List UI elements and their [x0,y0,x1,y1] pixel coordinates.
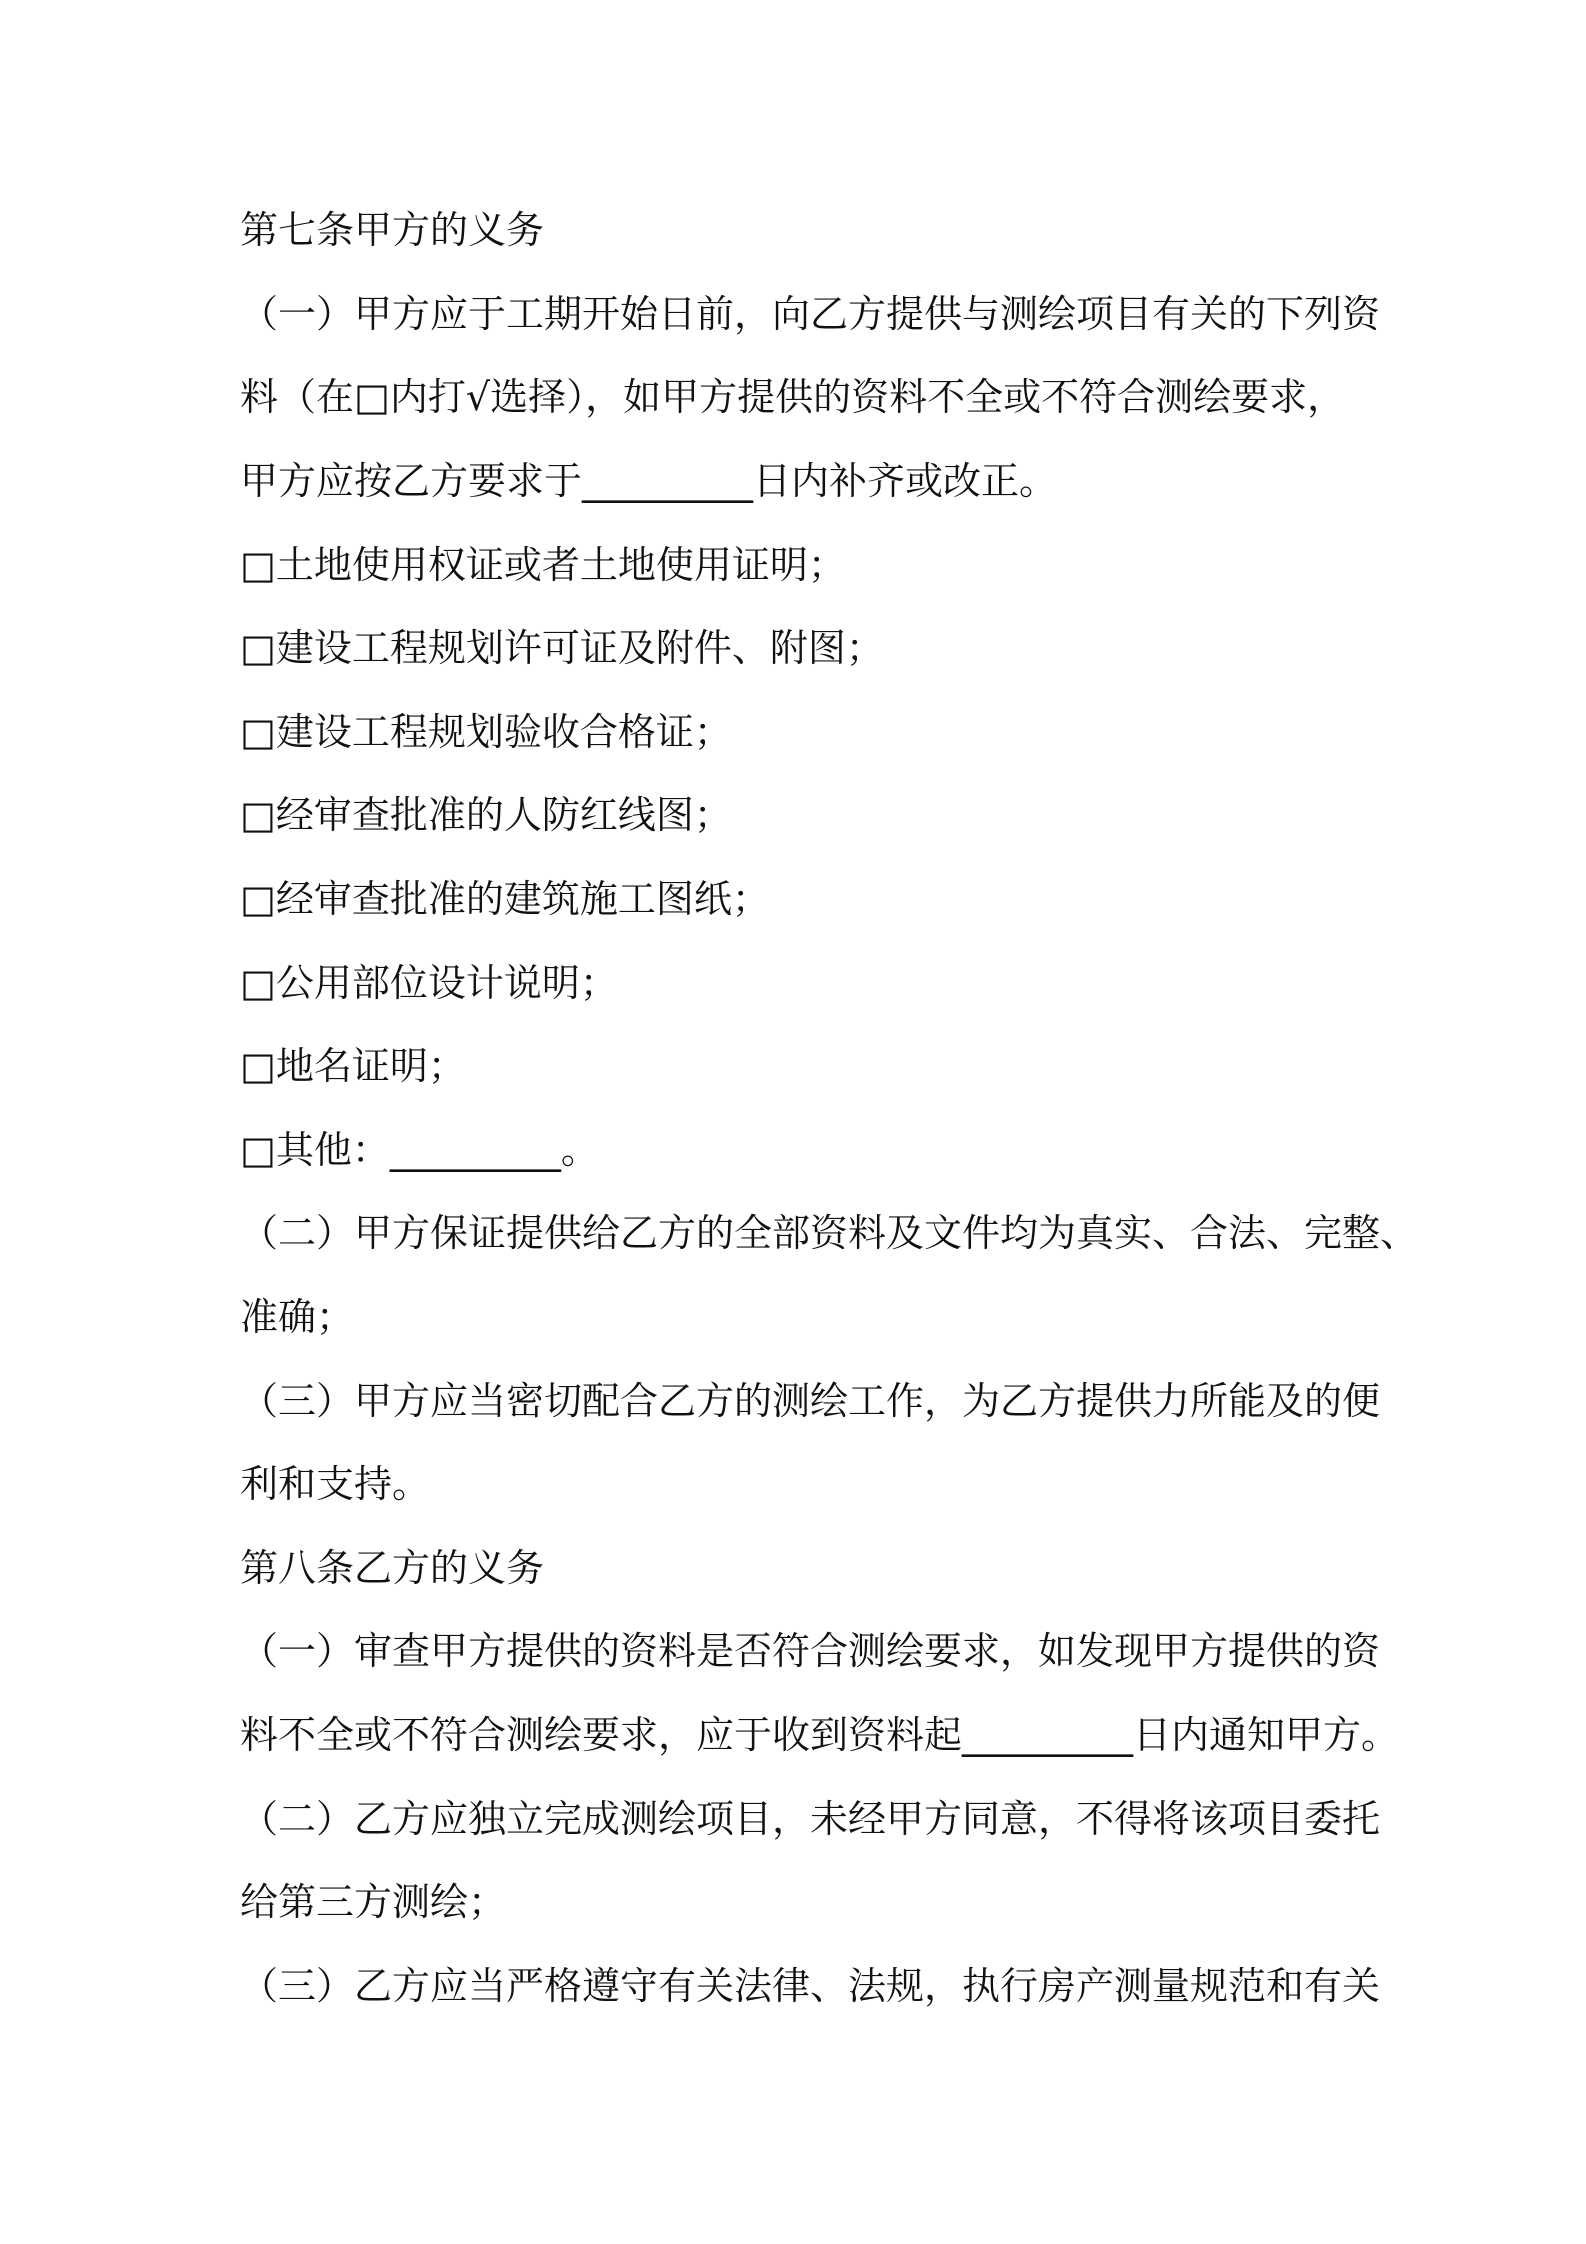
article-7-item-2-line-2: 准确； [240,1295,355,1339]
checklist-planning-acceptance: □建设工程规划验收合格证； [240,710,732,754]
article-7-item-3-line-1: （三）甲方应当密切配合乙方的测绘工作，为乙方提供力所能及的便 [240,1379,1381,1423]
checklist-place-name-certificate: □地名证明； [240,1044,466,1088]
article-7-item-3-line-2: 利和支持。 [240,1462,431,1506]
article-8-item-2-line-1: （二）乙方应独立完成测绘项目，未经甲方同意，不得将该项目委托 [240,1797,1381,1841]
checklist-other: □其他：_________。 [240,1128,599,1172]
article-7-item-1-line-2: 料（在□内打√选择），如甲方提供的资料不全或不符合测绘要求， [240,375,1346,419]
article-7-item-2-line-1: （二）甲方保证提供给乙方的全部资料及文件均为真实、合法、完整、 [240,1211,1419,1255]
checklist-public-area-description: □公用部位设计说明； [240,961,618,1005]
checklist-land-use-certificate: □土地使用权证或者土地使用证明； [240,543,846,587]
checklist-construction-drawings: □经审查批准的建筑施工图纸； [240,877,770,921]
article-8-item-1-line-2: 料不全或不符合测绘要求，应于收到资料起_________日内通知甲方。 [240,1713,1400,1757]
article-8-item-3-line-1: （三）乙方应当严格遵守有关法律、法规，执行房产测量规范和有关 [240,1964,1381,2008]
article-7-item-1-line-3: 甲方应按乙方要求于_________日内补齐或改正。 [240,459,1058,503]
article-8-heading: 第八条乙方的义务 [240,1546,545,1590]
article-7-heading: 第七条甲方的义务 [240,208,545,252]
checklist-planning-permit: □建设工程规划许可证及附件、附图； [240,626,884,670]
article-7-item-1-line-1: （一）甲方应于工期开始日前，向乙方提供与测绘项目有关的下列资 [240,292,1381,336]
article-8-item-2-line-2: 给第三方测绘； [240,1880,507,1924]
checklist-civil-defense-map: □经审查批准的人防红线图； [240,793,732,837]
article-8-item-1-line-1: （一）审查甲方提供的资料是否符合测绘要求，如发现甲方提供的资 [240,1629,1381,1673]
